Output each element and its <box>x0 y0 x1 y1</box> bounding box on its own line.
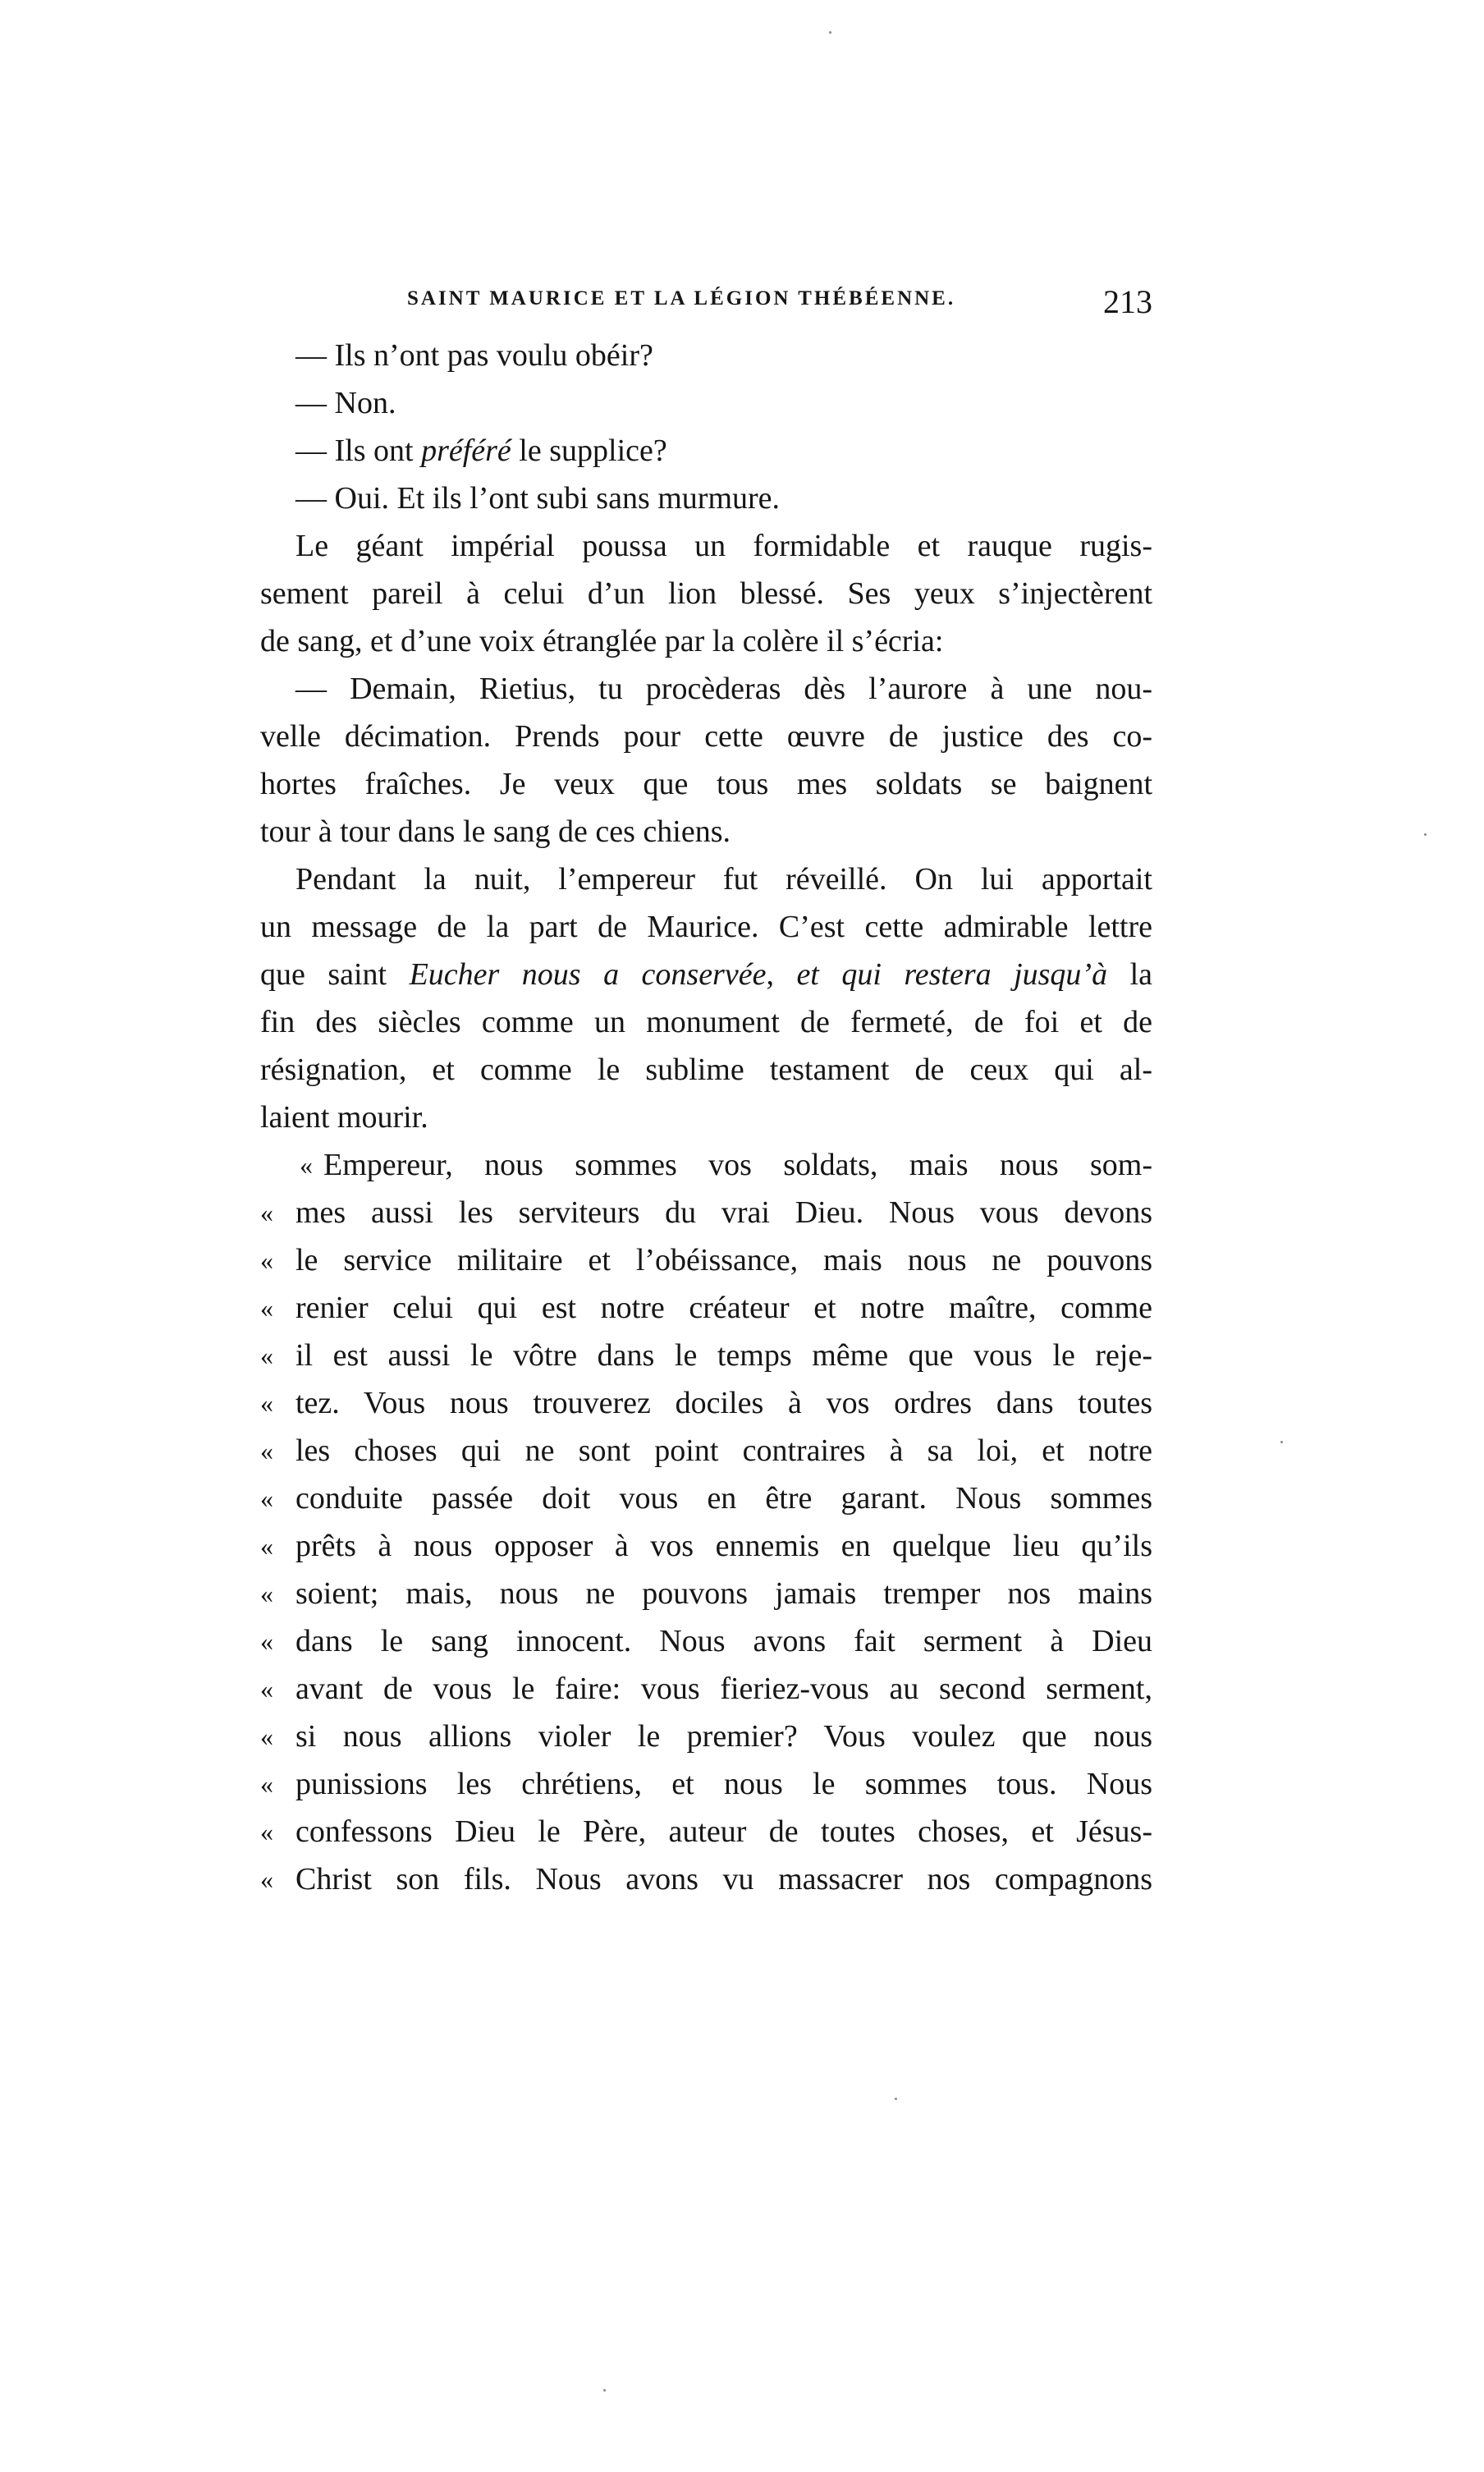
line-text <box>295 1570 1152 1617</box>
line-text <box>295 665 1152 713</box>
text-line <box>260 1855 1152 1903</box>
text-segment: Le géant impérial poussa un formidable et rauque rugis- <box>295 529 1152 563</box>
text-segment: dans le sang innocent. Nous avons fait serment à Dieu <box>295 1624 1152 1658</box>
text-line <box>260 427 1152 475</box>
text-segment: soient; mais, nous ne pouvons jamais tremper nos mains <box>295 1576 1152 1611</box>
text-line <box>260 1570 1152 1617</box>
text-line <box>260 1808 1152 1855</box>
text-segment: — Ils ont <box>295 433 422 468</box>
text-segment: conduite passée doit vous en être garant. Nous sommes <box>295 1481 1152 1516</box>
scan-speck <box>829 31 831 34</box>
text-segment: fin des siècles comme un monument de fermeté, de foi et de <box>260 1005 1152 1039</box>
scan-speck <box>1280 1441 1283 1443</box>
line-text <box>295 332 1152 379</box>
line-text <box>295 1427 1152 1474</box>
text-line <box>260 332 1152 379</box>
text-segment: le service militaire et l’obéissance, mais nous ne pouvons <box>295 1243 1152 1277</box>
line-text <box>295 1332 1152 1379</box>
text-line <box>260 1665 1152 1713</box>
line-text <box>323 1141 1152 1189</box>
scan-speck <box>895 2098 897 2100</box>
text-line <box>260 1284 1152 1332</box>
quote-mark: « <box>260 1579 273 1608</box>
text-segment: velle décimation. Prends pour cette œuvre de justice des co- <box>260 719 1152 754</box>
line-text <box>295 522 1152 570</box>
text-segment: la <box>1107 957 1152 992</box>
line-text <box>260 570 1152 617</box>
quote-mark: « <box>260 1864 273 1894</box>
text-line <box>260 1189 1152 1236</box>
line-text <box>260 760 1152 808</box>
quote-mark: « <box>260 1436 273 1465</box>
line-text <box>295 1379 1152 1427</box>
quote-mark: « <box>300 1150 313 1180</box>
quote-mark: « <box>260 1722 273 1751</box>
text-segment: — Ils n’ont pas voulu obéir? <box>295 338 653 373</box>
quote-mark: « <box>260 1817 273 1846</box>
text-segment: laient mourir. <box>260 1100 428 1135</box>
page-number: 213 <box>1103 283 1152 320</box>
text-segment: renier celui qui est notre créateur et notre maître, comme <box>295 1291 1152 1325</box>
text-line <box>260 903 1152 951</box>
text-segment: un message de la part de Maurice. C’est cette admirable lettre <box>260 910 1152 944</box>
text-segment: Christ son fils. Nous avons vu massacrer nos compagnons <box>295 1862 1152 1896</box>
quote-mark: « <box>260 1245 273 1275</box>
text-segment: les choses qui ne sont point contraires à sa loi, et notre <box>295 1433 1152 1468</box>
text-line <box>260 1760 1152 1808</box>
text-line <box>260 1522 1152 1570</box>
text-line <box>260 808 1152 855</box>
line-text <box>260 903 1152 951</box>
text-segment: — Oui. Et ils l’ont subi sans murmure. <box>295 481 781 516</box>
text-line <box>260 855 1152 903</box>
quote-mark: « <box>260 1531 273 1561</box>
running-title: SAINT MAURICE ET LA LÉGION THÉBÉENNE. <box>407 287 956 310</box>
text-segment: — Non. <box>295 386 396 420</box>
text-line <box>260 998 1152 1046</box>
text-line <box>260 1617 1152 1665</box>
text-segment: confessons Dieu le Père, auteur de toutes choses, et Jésus- <box>295 1814 1152 1849</box>
line-text <box>295 1760 1152 1808</box>
text-line <box>260 760 1152 808</box>
quote-mark: « <box>260 1674 273 1704</box>
text-line <box>260 617 1152 665</box>
scan-speck <box>603 2389 606 2392</box>
text-line <box>260 1332 1152 1379</box>
text-segment: de sang, et d’une voix étranglée par la colère il s’écria: <box>260 624 944 658</box>
text-segment: résignation, et comme le sublime testament de ceux qui al- <box>260 1053 1152 1087</box>
text-segment: punissions les chrétiens, et nous le sommes tous. Nous <box>295 1767 1152 1801</box>
text-line <box>260 522 1152 570</box>
quote-mark: « <box>260 1198 273 1227</box>
line-text <box>260 808 1152 855</box>
line-text <box>295 427 1152 475</box>
line-text <box>260 951 1152 998</box>
line-text <box>260 713 1152 760</box>
line-text <box>295 1474 1152 1522</box>
line-text <box>260 998 1152 1046</box>
line-text <box>260 1046 1152 1094</box>
quote-mark: « <box>260 1293 273 1323</box>
text-segment: il est aussi le vôtre dans le temps même que vous le reje- <box>295 1338 1152 1373</box>
line-text <box>295 1808 1152 1855</box>
text-line <box>260 1094 1152 1141</box>
text-segment: tour à tour dans le sang de ces chiens. <box>260 814 731 849</box>
line-text <box>295 1284 1152 1332</box>
text-line <box>260 1046 1152 1094</box>
italic-text: et qui restera jusqu’à <box>796 957 1108 992</box>
line-text <box>295 1855 1152 1903</box>
quote-mark: « <box>260 1626 273 1656</box>
text-line <box>260 570 1152 617</box>
quote-mark: « <box>260 1484 273 1513</box>
text-segment: avant de vous le faire: vous fieriez-vous au second serment, <box>295 1672 1152 1706</box>
text-line <box>260 475 1152 522</box>
line-text <box>295 1522 1152 1570</box>
text-segment: si nous allions violer le premier? Vous voulez que nous <box>295 1719 1152 1754</box>
line-text <box>260 617 1152 665</box>
text-line <box>260 379 1152 427</box>
text-segment: hortes fraîches. Je veux que tous mes soldats se baignent <box>260 767 1152 801</box>
text-segment: — Demain, Rietius, tu procèderas dès l’aurore à une nou- <box>295 672 1152 706</box>
text-segment: prêts à nous opposer à vos ennemis en quelque lieu qu’ils <box>295 1529 1152 1563</box>
text-segment: mes aussi les serviteurs du vrai Dieu. Nous vous devons <box>295 1195 1152 1230</box>
text-segment: sement pareil à celui d’un lion blessé. Ses yeux s’injectèrent <box>260 576 1152 611</box>
line-text <box>295 1189 1152 1236</box>
text-line <box>260 1474 1152 1522</box>
text-line <box>260 951 1152 998</box>
line-text <box>295 1236 1152 1284</box>
text-segment: Empereur, nous sommes vos soldats, mais nous som- <box>323 1148 1152 1182</box>
line-text <box>295 1617 1152 1665</box>
scan-speck <box>1424 833 1427 836</box>
line-text <box>295 379 1152 427</box>
text-line <box>260 1236 1152 1284</box>
text-segment: tez. Vous nous trouverez dociles à vos ordres dans toutes <box>295 1386 1152 1420</box>
text-segment: que saint <box>260 957 410 992</box>
quote-mark: « <box>260 1341 273 1370</box>
page-body-text <box>260 332 1152 1903</box>
text-segment: Pendant la nuit, l’empereur fut réveillé. On lui apportait <box>295 862 1152 897</box>
line-text <box>295 855 1152 903</box>
line-text <box>295 475 1152 522</box>
text-line <box>260 1713 1152 1760</box>
line-text <box>260 1094 1152 1141</box>
text-line <box>260 713 1152 760</box>
text-line <box>260 1427 1152 1474</box>
quote-mark: « <box>260 1769 273 1799</box>
text-line <box>260 665 1152 713</box>
text-segment: , <box>766 957 797 992</box>
italic-text: préféré <box>421 433 511 468</box>
italic-text: Eucher nous a conservée <box>409 957 767 992</box>
text-line <box>260 1379 1152 1427</box>
line-text <box>295 1665 1152 1713</box>
page-header <box>407 282 1152 319</box>
text-line <box>260 1141 1152 1189</box>
quote-mark: « <box>260 1388 273 1418</box>
line-text <box>295 1713 1152 1760</box>
text-segment: le supplice? <box>511 433 667 468</box>
